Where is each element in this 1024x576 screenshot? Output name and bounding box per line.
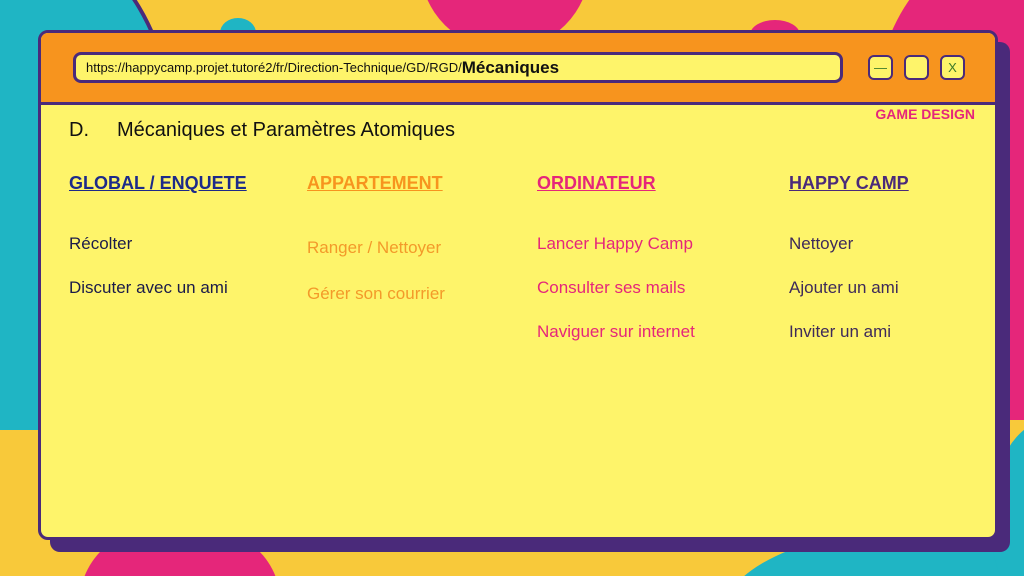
section-letter: D. (69, 119, 89, 141)
column-ordinateur (537, 173, 695, 366)
mechanics-list (307, 238, 445, 304)
list-item: Inviter un ami (789, 322, 892, 341)
mechanics-list (789, 234, 909, 342)
url-path: https://happycamp.projet.tutoré2/fr/Direction-Technique/GD/RGD/ (86, 60, 462, 75)
list-item: Discuter avec un ami (69, 278, 228, 297)
list-item: Naviguer sur internet (537, 322, 695, 341)
column-appartement (307, 173, 445, 330)
url-page-name: Mécaniques (461, 57, 560, 77)
list-item: Gérer son courrier (307, 284, 445, 303)
minimize-icon: — (874, 60, 887, 75)
list-item: Nettoyer (789, 234, 854, 253)
list-item: Consulter ses mails (537, 278, 686, 297)
page-title (69, 119, 455, 142)
list-item: Ajouter un ami (789, 278, 899, 297)
column-heading: GLOBAL / ENQUETE (69, 173, 247, 193)
close-button[interactable] (940, 55, 965, 80)
section-title-text: Mécaniques et Paramètres Atomiques (117, 119, 455, 141)
game-design-label: GAME DESIGN (875, 106, 975, 122)
column-happy-camp (789, 173, 909, 366)
column-heading: APPARTEMENT (307, 173, 443, 193)
mechanics-list (537, 234, 695, 342)
list-item: Ranger / Nettoyer (307, 238, 442, 257)
window-titlebar (41, 33, 995, 105)
minimize-button[interactable] (868, 55, 893, 80)
maximize-button[interactable] (904, 55, 929, 80)
list-item: Lancer Happy Camp (537, 234, 693, 253)
address-bar[interactable] (73, 52, 843, 83)
close-icon: X (948, 60, 957, 75)
column-heading: HAPPY CAMP (789, 173, 909, 193)
list-item: Récolter (69, 234, 133, 253)
column-heading: ORDINATEUR (537, 173, 656, 193)
column-global-enquete (69, 173, 247, 322)
browser-window (38, 30, 998, 540)
mechanics-list (69, 234, 247, 298)
